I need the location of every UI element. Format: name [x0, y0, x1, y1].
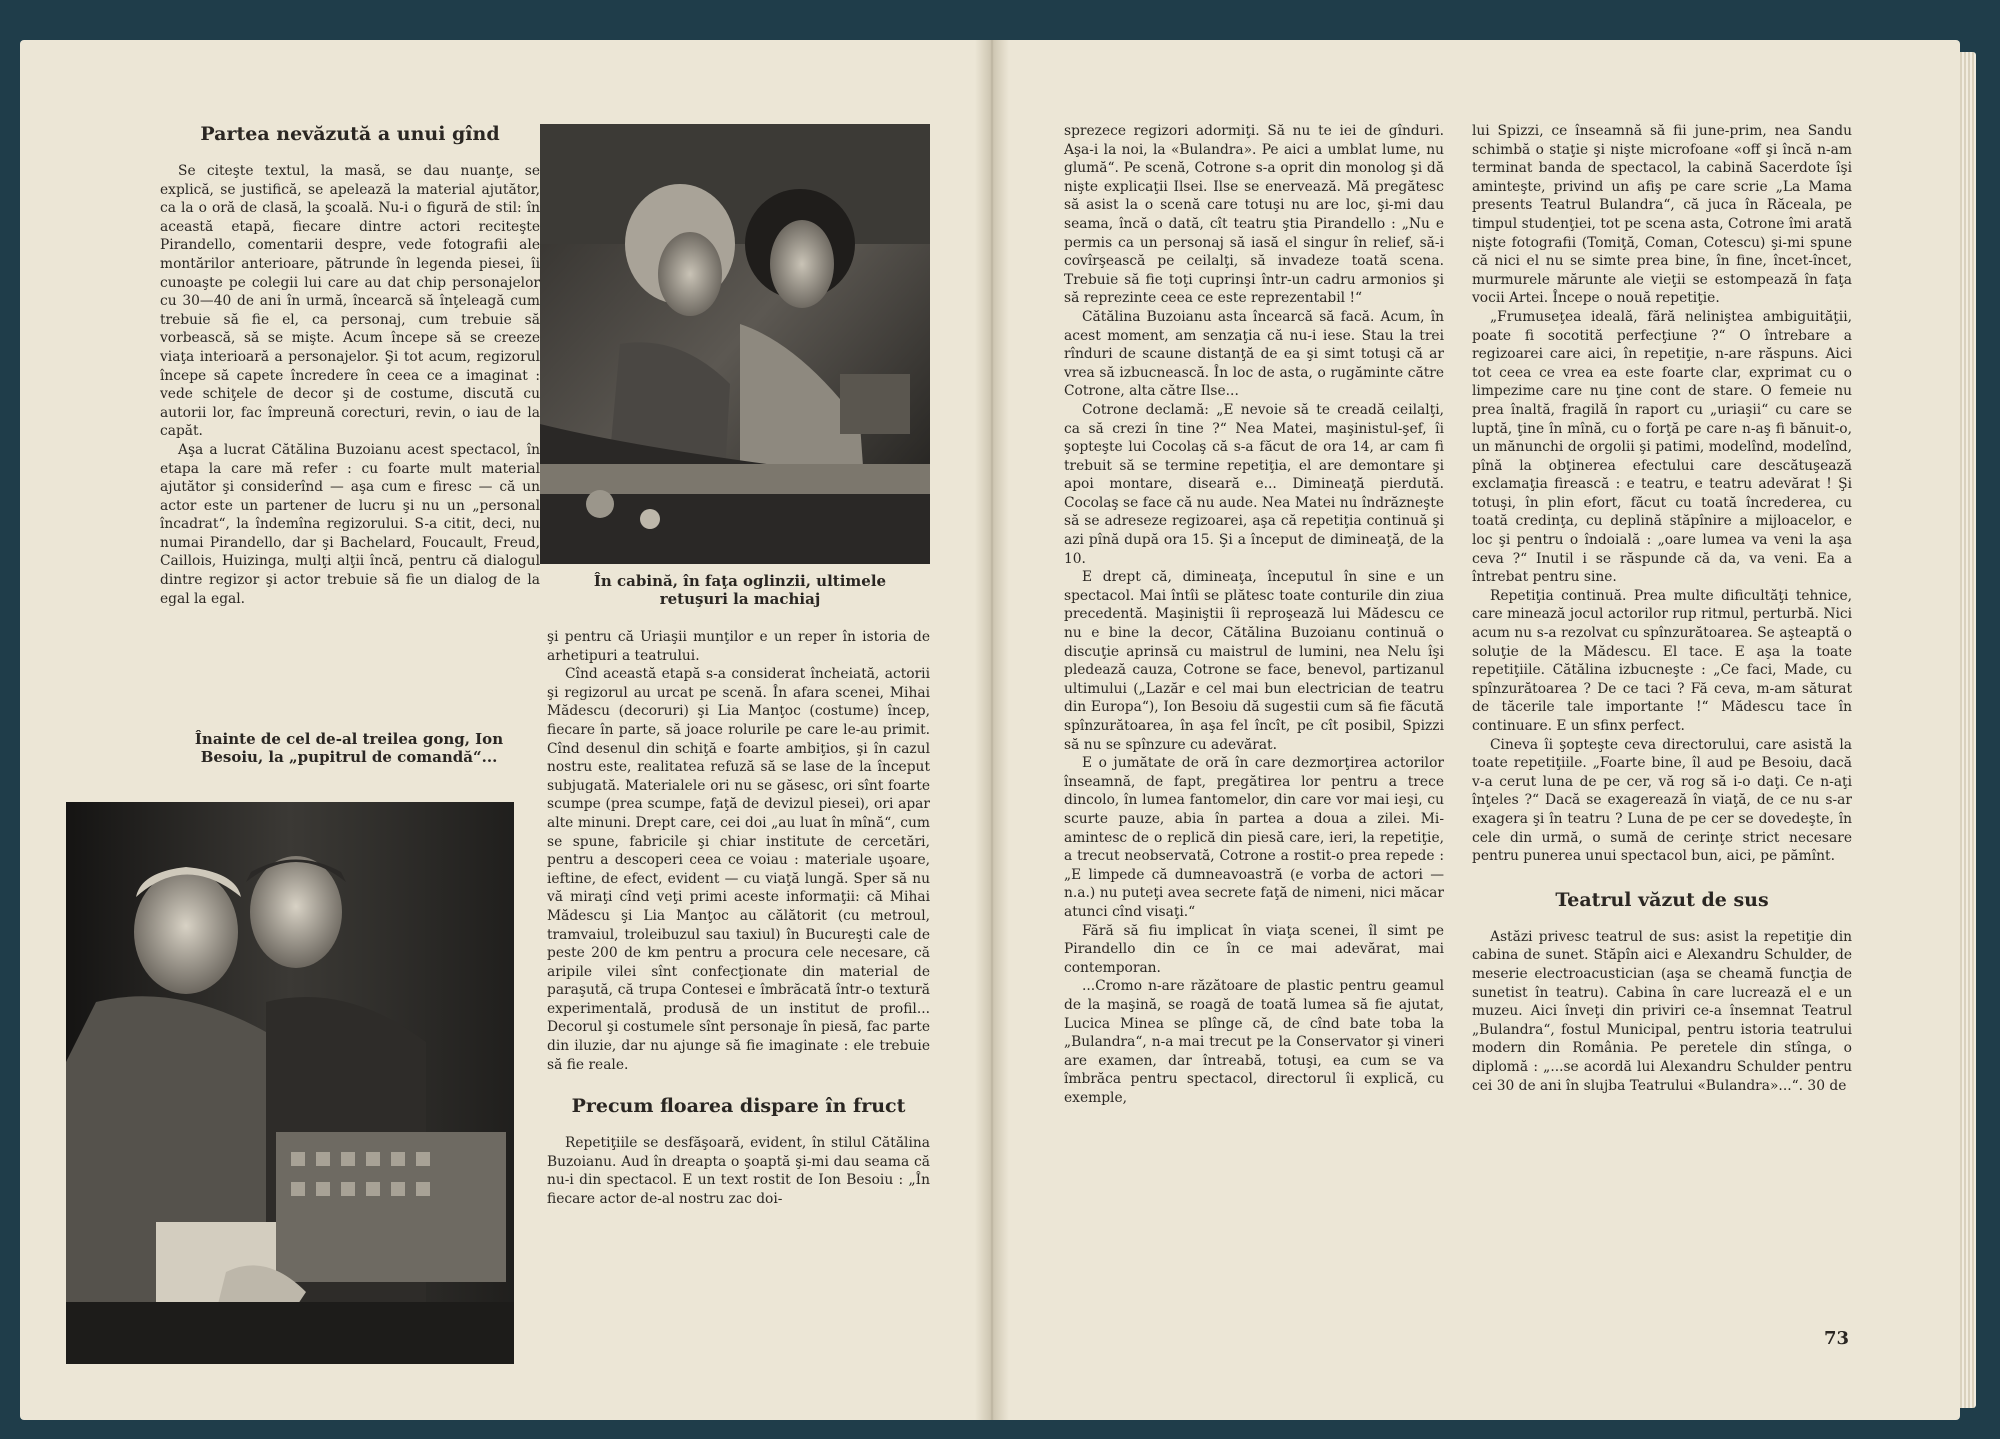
right-column-1: [1064, 122, 1444, 1107]
paragraph: ...Cromo n-are răzătoare de plastic pentru geamul de la maşină, se roagă de toată lumea să fie ajutat, Lucica Minea se plînge că, de cînd bate toba la „Bulandra“, n-a mai trecut pe la Conservator şi vineri are examen, dar întreabă, totuşi, ea cum se va îmbrăca pentru spectacol, directorul îi explică, cu exemple,: [1064, 978, 1444, 1106]
paragraph: şi pentru că Uriaşii munţilor e un reper în istoria de arhetipuri a teatrului.: [547, 629, 930, 664]
photo-control-desk: [66, 802, 514, 1364]
paragraph: Cotrone declamă: „E nevoie să te creadă ceilalţi, ca să crezi în tine ?“ Nea Matei, maşinistul-şef, îi şopteşte lui Cocolaş că s-a făcut de ora 14, ar cam fi trebuit să se termine repetiţia, el are demontare şi apoi montare, diseară e... Dimineaţă pierdută. Cocolaş se face că nu aude. Nea Matei nu îndrăzneşte să se adreseze regizoarei, aşa că repetiţia continuă şi azi pînă după ora 15. Şi a început de dimineaţă, de la 10.: [1064, 401, 1444, 567]
photo-caption-bottom: Înainte de cel de-al treilea gong, Ion Besoiu, la „pupitrul de comandă“...: [194, 730, 504, 766]
photo-makeup-image: [540, 124, 930, 564]
paragraph: Fără să fiu implicat în viaţa scenei, îl simt pe Pirandello din ce în ce mai adevărat, mai contemporan.: [1064, 922, 1444, 976]
page-edges: [1960, 52, 1976, 1408]
photo-makeup-cabin: [540, 124, 930, 564]
page-number: 73: [1824, 1328, 1850, 1349]
paragraph: E o jumătate de oră în care dezmorţirea actorilor înseamnă, de fapt, pregătirea lor pentru a trece dincolo, în lumea fantomelor, din care vor mai ieşi, cu scurte pauze, abia în partea a doua a zilei. Mi-amintesc de o replică din piesă care, ieri, la repetiţie, a trecut neobservată, Cotrone a rostit-o prea repede : „E limpede că dumneavoastră (e vorba de actori — n.a.) nu puteţi avea secrete faţă de nimeni, nici măcar atunci cînd visaţi.“: [1064, 755, 1444, 920]
section-heading: Partea nevăzută a unui gînd: [200, 123, 500, 145]
paragraph: Repetiţiile se desfăşoară, evident, în stilul Cătălina Buzoianu. Aud în dreapta o şoaptă şi-mi dau seama că nu-i din spectacol. E un text rostit de Ion Besoiu : „În fiecare actor de-al nostru zac doi-: [547, 1135, 930, 1208]
section-heading: Precum floarea dispare în fruct: [571, 1095, 906, 1118]
left-page: [20, 40, 988, 1420]
paragraph: Cineva îi şopteşte ceva directorului, care asistă la toate repetiţiile. „Foarte bine, îl aud pe Besoiu, dacă v-a cerut luna de pe cer, vă rog să i-o daţi. Ce n-aţi înţeles ?“ Dacă se exagerează în viaţă, de ce nu s-ar exagera şi în teatru ? Luna de pe cer se dovedeşte, în cele din urmă, o sumă de cerinţe strict necesare pentru punerea unui spectacol bun, aici, pe pămînt.: [1472, 736, 1852, 865]
paragraph: sprezece regizori adormiţi. Să nu te iei de gînduri. Aşa-i la noi, la «Bulandra». Pe aici a umblat lume, nu glumă“. Pe scenă, Cotrone s-a oprit din monolog şi dă nişte explicaţii Ilsei. Ilse se enervează. Mă pregătesc să asist la o scenă care totuşi nu are loc, şi-mi dau seama, încă o dată, cît teatru ştia Pirandello : „Nu e permis ca un personaj să iasă el singur în relief, să-i covîrşească pe ceilalţi, să invadeze toată scena. Trebuie să fie toţi cuprinşi într-un cadru armonios şi să reprezinte ceea ce este reprezentabil !“: [1064, 123, 1444, 307]
paragraph: E drept că, dimineaţa, începutul în sine e un spectacol. Mai întîi se plătesc toate conturile din ziua precedentă. Maşiniştii îi reproşează lui Mădescu ce nu e bine la decor, Cătălina Buzoianu continuă o discuţie aprinsă cu maistrul de lumini, nea Nelu îşi pledează cauza, Cotrone se face, benevol, partizanul ultimului („Lazăr e cel mai bun electrician de teatru din Europa“), Ion Besoiu dă sugestii cum să fie făcută spînzurătoarea, în aşa fel încît, pe cît posibil, Spizzi să nu se spînzure cu adevărat.: [1064, 569, 1444, 753]
paragraph: Se citeşte textul, la masă, se dau nuanţe, se explică, se justifică, se apelează la material ajutător, ca la o oră de clasă, la şcoală. Nu-i o figură de stil: în această etapă, fiecare dintre actori reciteşte Pirandello, comentarii despre, vede fotografii ale montărilor anterioare, pătrunde în legenda piesei, îi cunoaşte pe colegii lui care au dat chip personajelor cu 30—40 de ani în urmă, încearcă să înţeleagă cum trebuie să fie el, ca personaj, cum trebuie să vorbească, să se mişte. Acum începe să se creeze viaţa interioară a personajelor. Şi tot acum, regizorul începe să capete încredere în ceea ce a imaginat : vede schiţele de decor şi de costume, discută cu autorii lor, fac împreună corecturi, revin, o iau de la capăt.: [160, 163, 540, 440]
left-column-1: [160, 122, 540, 608]
paragraph: Aşa a lucrat Cătălina Buzoianu acest spectacol, în etapa la care mă refer : cu foarte mult material ajutător şi considerînd — aşa cum e firesc — că un actor este un partener de lucru şi nu un „personal încadrat“, la îndemîna regizorului. S-a citit, deci, nu numai Pirandello, dar şi Bachelard, Foucault, Freud, Caillois, Huizinga, mulţi alţii încă, pentru că dialogul dintre regizor şi actor trebuie să fie un dialog de la egal la egal.: [160, 441, 540, 607]
photo-caption-top: În cabină, în faţa oglinzii, ultimele retuşuri la machiaj: [593, 572, 887, 608]
right-column-2: [1472, 122, 1852, 1095]
paragraph: Cînd această etapă s-a considerat încheiată, actorii şi regizorul au urcat pe scenă. În afara scenei, Mihai Mădescu (decoruri) şi Lia Manţoc (costume) încep, fiecare în parte, să joace rolurile pe care le-au primit. Cînd desenul din schiţă e foarte ambiţios, şi în cazul nostru este, realitatea refuză să se lase de la început subjugată. Materialele ori nu se găsesc, ori sînt foarte scumpe (prea scumpe, faţă de devizul piesei), ori apar alte minuni. Drept care, cei doi „au luat în mînă“, cum se spune, fabricile şi chiar institute de cercetări, pentru a descoperi ceea ce voiau : materiale uşoare, ieftine, de efect, evident — cu viaţă lungă. Sper să nu vă miraţi cînd veţi primi aceste informaţii: că Mihai Mădescu şi Lia Manţoc au călătorit (cu metroul, tramvaiul, troleibuzul sau taxiul) în Bucureşti cale de peste 200 de km pentru a procura cele necesare, că aripile vilei sînt confecţionate din material de paraşută, că trupa Contesei e îmbrăcată într-o textură experimentală, produsă de un institut de profil... Decorul şi costumele sînt personaje în piesă, fac parte din iluzie, dar nu ajunge să fie imaginate : ele trebuie să fie reale.: [547, 666, 930, 1073]
paragraph: „Frumuseţea ideală, fără neliniştea ambiguităţii, poate fi socotită perfecţiune ?“ O întrebare a regizoarei care aici, în repetiţie, n-are răspuns. Aici tot ceea ce vrea ea este foarte clar, exprimat cu o limpezime care nu ţine cont de stare. O femeie nu prea înaltă, fragilă în raport cu „uriaşii“ cu care se luptă, ţine în mînă, cu o forţă pe care n-aş fi bănuit-o, un mănunchi de orgolii şi patimi, modelînd, modelînd, pînă la obţinerea efectului care descătuşează exclamaţia firească : e teatru, e teatru adevărat ! Şi totuşi, în plin efort, făcut cu toată încrederea, cu toată credinţa, cu deplină stăpînire a mijloacelor, e loc şi pentru o îndoială : „oare lumea va veni la aşa ceva ?“ Inutil i se răspunde că da, va veni. Ea a întrebat pentru sine.: [1472, 308, 1852, 586]
left-column-2: [547, 628, 930, 1209]
right-page: [992, 40, 1960, 1420]
section-heading: Teatrul văzut de sus: [1555, 888, 1769, 911]
paragraph: Cătălina Buzoianu asta încearcă să facă. Acum, în acest moment, am senzaţia că nu-i iese. Stau la trei rînduri de scaune distanţă de ea şi simt totuşi că ar vrea să izbucnească. În loc de asta, o rugăminte către Cotrone, alta către Ilse...: [1064, 308, 1444, 400]
paragraph: Repetiţia continuă. Prea multe dificultăţi tehnice, care minează jocul actorilor rup ritmul, perturbă. Nici acum nu s-a rezolvat cu spînzurătoarea. Se aşteaptă o soluţie de la Mădescu. El tace. E aşa la toate repetiţiile. Cătălina izbucneşte : „Ce faci, Made, cu spînzurătoarea ? De ce taci ? Fă ceva, m-am săturat de tăcerile tale importante !“ Mădescu tace în continuare. E un sfinx perfect.: [1472, 587, 1852, 734]
paragraph: lui Spizzi, ce înseamnă să fii june-prim, nea Sandu schimbă o staţie şi nişte microfoane «off şi încă n-am terminat banda de spectacol, la cabină Sacerdote îşi aminteşte, privind un afiş pe care scrie „La Mama presents Teatrul Bulandra“, că juca în Răceala, pe timpul studenţiei, tot pe scena asta, Cotrone îmi arată nişte fotografii (Tomiţă, Coman, Cotescu) şi-mi spune că nici el nu se simte prea bine, în fine, încet-încet, murmurele mărunte ale vieţii se estompează în faţa vocii Artei. Începe o nouă repetiţie.: [1472, 123, 1852, 307]
book-gutter: [975, 40, 1009, 1420]
paragraph: Astăzi privesc teatrul de sus: asist la repetiţie din cabina de sunet. Stăpîn aici e Alexandru Schulder, de meserie electroacustician (aşa se cheamă funcţia de sunetist în teatru). Cabina în care lucrează el e un muzeu. Aici înveţi din priviri ce-a însemnat Teatrul „Bulandra“, fostul Municipal, pentru istoria teatrului modern din România. Pe peretele din stînga, o diplomă : „...se acordă lui Alexandru Schulder pentru cei 30 de ani în slujba Teatrului «Bulandra»...“. 30 de: [1472, 928, 1852, 1094]
photo-control-desk-image: [66, 802, 514, 1364]
